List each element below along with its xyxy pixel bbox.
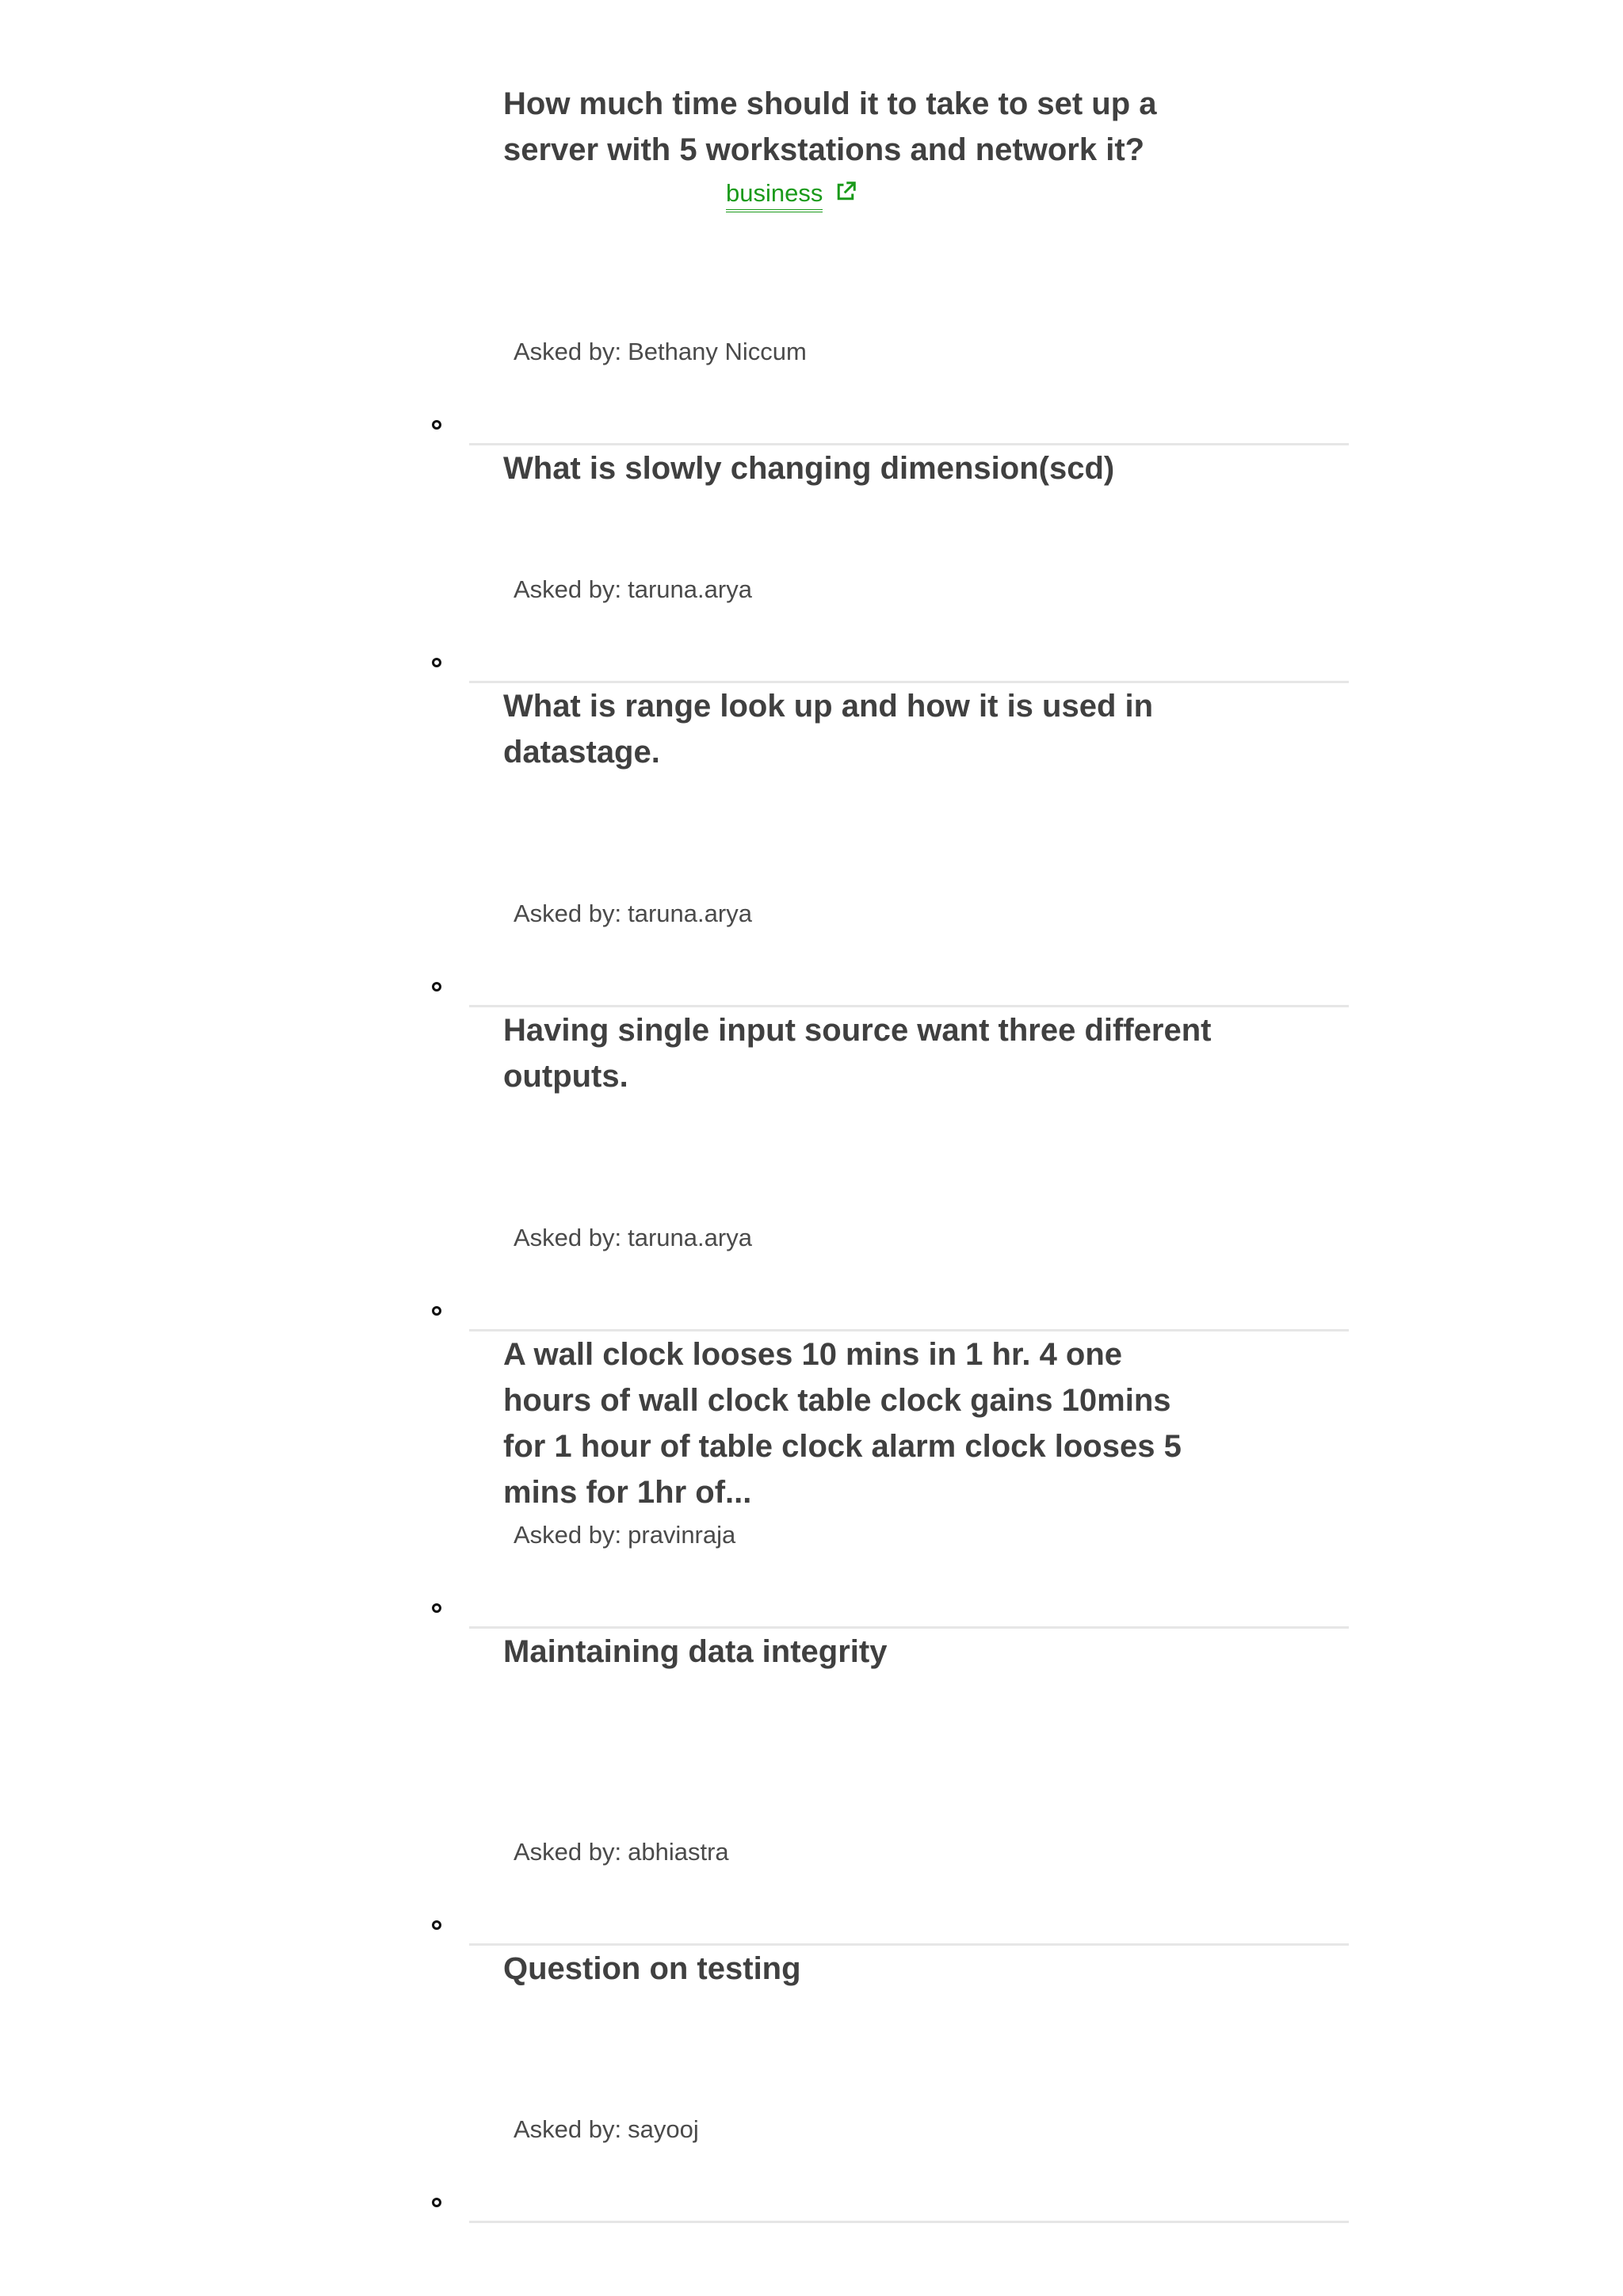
question-title[interactable] <box>503 1946 1216 1992</box>
category-link-business[interactable] <box>726 178 823 212</box>
asked-by <box>514 574 752 606</box>
external-link-icon[interactable] <box>834 180 857 204</box>
asked-by-label: Asked by: <box>514 900 622 927</box>
asked-by-label: Asked by: <box>514 575 622 603</box>
item-divider <box>469 2221 1349 2223</box>
asked-by <box>514 336 807 368</box>
asked-by <box>514 898 752 930</box>
question-title[interactable] <box>503 1007 1216 1099</box>
asked-by-label: Asked by: <box>514 338 622 365</box>
asked-by-label: Asked by: <box>514 1521 622 1549</box>
question-title-text[interactable]: How much time should it to take to set up a server with 5 workstations and network it? <box>503 86 1157 167</box>
asked-by-author[interactable]: pravinraja <box>628 1521 736 1549</box>
asked-by-author[interactable]: taruna.arya <box>628 575 752 603</box>
asked-by-author[interactable]: taruna.arya <box>628 1224 752 1251</box>
question-title-text[interactable]: Having single input source want three different outputs. <box>503 1013 1212 1094</box>
list-bullet <box>432 1306 441 1316</box>
list-bullet <box>432 1920 441 1930</box>
asked-by <box>514 1519 735 1551</box>
question-title[interactable] <box>503 1331 1216 1515</box>
question-title[interactable] <box>503 1629 1216 1675</box>
question-title-text[interactable]: A wall clock looses 10 mins in 1 hr. 4 one hours of wall clock table clock gains 10mins for 1 hour of table clock alarm clock looses 5 mins for 1hr of... <box>503 1337 1182 1510</box>
asked-by-author[interactable]: taruna.arya <box>628 900 752 927</box>
asked-by <box>514 1222 752 1254</box>
question-title-text[interactable]: What is slowly changing dimension(scd) <box>503 451 1115 486</box>
question-title[interactable] <box>503 683 1185 775</box>
list-bullet <box>432 982 441 991</box>
asked-by-author[interactable]: abhiastra <box>628 1838 729 1866</box>
asked-by-label: Asked by: <box>514 1838 622 1866</box>
question-title-text[interactable]: Question on testing <box>503 1951 801 1986</box>
list-bullet <box>432 658 441 667</box>
asked-by-label: Asked by: <box>514 1224 622 1251</box>
list-bullet <box>432 420 441 430</box>
asked-by <box>514 1836 729 1868</box>
asked-by-label: Asked by: <box>514 2115 622 2143</box>
asked-by-author[interactable]: sayooj <box>628 2115 699 2143</box>
asked-by <box>514 2114 699 2145</box>
question-title[interactable] <box>503 445 1216 491</box>
list-bullet <box>432 2198 441 2207</box>
question-title-text[interactable]: What is range look up and how it is used in datastage. <box>503 689 1154 770</box>
category-label[interactable]: business <box>726 179 823 207</box>
asked-by-author[interactable]: Bethany Niccum <box>628 338 807 365</box>
question-title[interactable] <box>503 81 1185 173</box>
question-title-text[interactable]: Maintaining data integrity <box>503 1634 888 1669</box>
list-bullet <box>432 1603 441 1613</box>
